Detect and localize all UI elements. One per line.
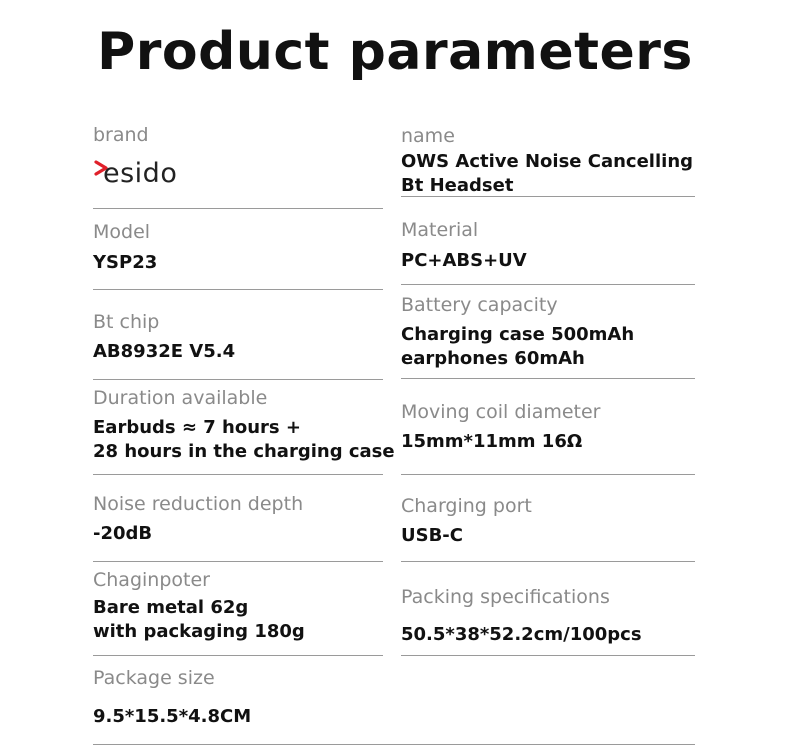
port-label: Charging port [401,495,532,517]
svg-text:esido: esido [103,158,178,189]
divider [401,655,695,656]
packing-value: 50.5*38*52.2cm/100pcs [401,624,642,645]
divider [93,379,383,380]
package-size-value: 9.5*15.5*4.8CM [93,706,252,727]
name-value-line1: OWS Active Noise Cancelling [401,151,694,172]
material-label: Material [401,219,479,241]
divider [401,284,695,285]
noise-label: Noise reduction depth [93,493,304,515]
divider [93,655,383,656]
divider [93,208,383,209]
coil-label: Moving coil diameter [401,401,601,423]
bt-chip-label: Bt chip [93,311,160,333]
divider [93,561,383,562]
battery-value-line1: Charging case 500mAh [401,324,635,345]
noise-value: -20dB [93,523,153,544]
page-title: Product parameters [97,22,693,82]
yesido-logo [93,152,223,192]
divider [401,196,695,197]
divider [93,474,383,475]
bt-chip-value: AB8932E V5.4 [93,341,236,362]
battery-label: Battery capacity [401,294,558,316]
port-value: USB-C [401,525,463,546]
package-size-label: Package size [93,667,215,689]
model-value: YSP23 [93,252,158,273]
battery-value-line2: earphones 60mAh [401,348,585,369]
name-label: name [401,125,455,147]
divider [401,561,695,562]
brand-label: brand [93,124,149,146]
weight-value-line2: with packaging 180g [93,621,305,642]
divider [401,378,695,379]
packing-label: Packing specifications [401,586,610,608]
duration-label: Duration available [93,387,268,409]
material-value: PC+ABS+UV [401,250,527,271]
duration-value-line1: Earbuds ≈ 7 hours + [93,417,301,438]
divider [93,289,383,290]
name-value-line2: Bt Headset [401,175,514,196]
weight-value-line1: Bare metal 62g [93,597,249,618]
model-label: Model [93,221,151,243]
divider [401,474,695,475]
divider [93,744,695,745]
coil-value: 15mm*11mm 16Ω [401,431,583,452]
duration-value-line2: 28 hours in the charging case [93,441,395,462]
weight-label: Chaginpoter [93,569,210,591]
